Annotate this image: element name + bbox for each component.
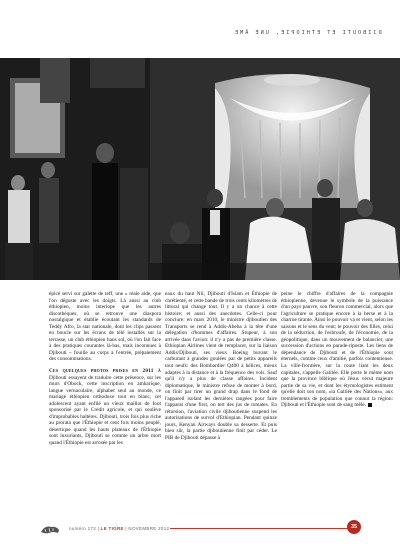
paragraph xyxy=(49,368,161,447)
paragraph: épicé servi sur galette de teff, une « réale aide, que l'on déguste avec les doigts. Là aussi au club éthiopien, moins interlope que les autres discothèques, où se retrouve une diaspora nostalgique et établie écoutant les standards de Teddy Afro, la star nationale, dont les clips passent en boucle sur les écrans de télé installés sur la terrasse, un club éthiopien hans sol, où l'on fait face à des pratiques courantes là-bas, mais inconnues à Djibouti – fouille au corps à l'entrée, prépaiement des consommations. xyxy=(49,291,161,363)
page-number: 35 xyxy=(347,520,361,534)
paragraph-text: peine le chiffre d'affaires de la compagnie éthiopienne, devenue le symbole de la puissance d'un pays pauvre, son fleuron commercial, alors que l'agriculture se pratique encore à la herse et à la charrue tirante. Ainsi le pouvoir va et vient, selon les saisons et le sens du vent; le pouvoir des filles, celui de la séduction, de l'esbroufe, de l'économie, de la géopolitique, dans un mouvement de balancier, une succession d'actions en parade-riposte. Les liens de dépendance de Djibouti et de l'Éthiopie sont éternels, comme ceux d'amitié, parfois contentieuse. La ville-frontière, sur la route liant les deux capitales, s'appelle Galilée. Elle porte le même nom que la province biblique où Jésus vécut majeure partie de sa vie, et dont les étymologistes estiment qu'elle doit son nom, «la Galilée des Nations», aux tremblements de population que connut la région: Djibouti et l'Éthiopie sont de sang mêlé. xyxy=(281,291,393,409)
running-head: DJIBOUTI ET ETHIOPIE, UNE ÂME xyxy=(233,30,382,36)
paragraph-text: Djibouti essayent de traduire cette présence, sur les murs d'Obock, cette inscription en amharique, langue vernaculaire, alphabet seul au monde, ce mariage éthiopien orthodoxe tout en blanc, cet adolescent ayant enfilé un vieux maillot de foot sponsorisé par le Crédit agricole, et qui soulève d'improbables haltères. Djibouti, trois fois plus riche au prorata que l'Éthiopie et cent fois moins peuplé, désertique quand les hauts plateaux de l'Éthiopie sont luxuriants, Djibouti se comme un arbre mort quand l'Éthiopie est arrosée par les xyxy=(49,374,161,447)
end-of-article-mark xyxy=(368,403,372,407)
paragraph xyxy=(281,291,393,409)
article-column-2 xyxy=(165,291,277,447)
article-column-3 xyxy=(281,291,393,414)
folio-separator: | xyxy=(97,526,100,531)
issue-number: numéro 172 xyxy=(69,526,97,531)
page-header xyxy=(0,30,400,40)
article-column-1 xyxy=(49,291,161,452)
tiger-logo-icon xyxy=(39,522,61,536)
wedding-photo xyxy=(0,58,400,280)
wedding-photo-illustration xyxy=(0,58,400,280)
footer-rule xyxy=(170,528,360,529)
folio-separator: | xyxy=(125,526,127,531)
paragraph-lead: Ces quelques photos prises en 2011 à xyxy=(49,368,161,375)
article-body xyxy=(0,291,400,521)
issue-date: NOVEMBRE 2012 xyxy=(128,526,170,531)
paragraph: eaux du haut Nil, Djibouti d'Islam et Éthiopie de chrétienté, et cette bande de trois cents kilomètres de littoral qui change tout. Il y a un chance à cette histoire; et aussi des anecdotes. Celle-ci pour conclure: en mars 2010, le ministre djiboutien des Transports se rend à Addis-Abeba à la tête d'une délégation d'hommes d'affaires. Stupeur, à son arrivée dans l'avion: il n'y a pas de première classe. Ethiopian Airlines vient de remplacer, sur la liaison Addis/Djibouti, ses vieux Boeing buvant le carburant à grandes goulées par de petits appareils tout neufs: des Bombardier Q400 à hélices, mieux adaptés à la distance et à la fréquence des vols. Sauf qu'il n'y a plus de classe affaires. Incident diplomatique, le ministre refuse de monter à bord, on finit par tirer un grand drap dans le fond de l'appareil isolant les dernières rangées pour faire l'apparat d'une first, on tert des jus de tomates. En rétorsion, l'aviation civile djiboutienne suspend les autorisations de survol d'Ethiopian. Pendant quinze jours, Kenyan Airways double sa desserte. Et puis bien sûr, la partie djiboutienne finit par céder. Le PIB de Djibouti dépasse à xyxy=(165,291,277,442)
magazine-name: LE TIGRE xyxy=(100,526,124,531)
page-footer xyxy=(0,519,400,539)
folio-line xyxy=(69,526,169,531)
